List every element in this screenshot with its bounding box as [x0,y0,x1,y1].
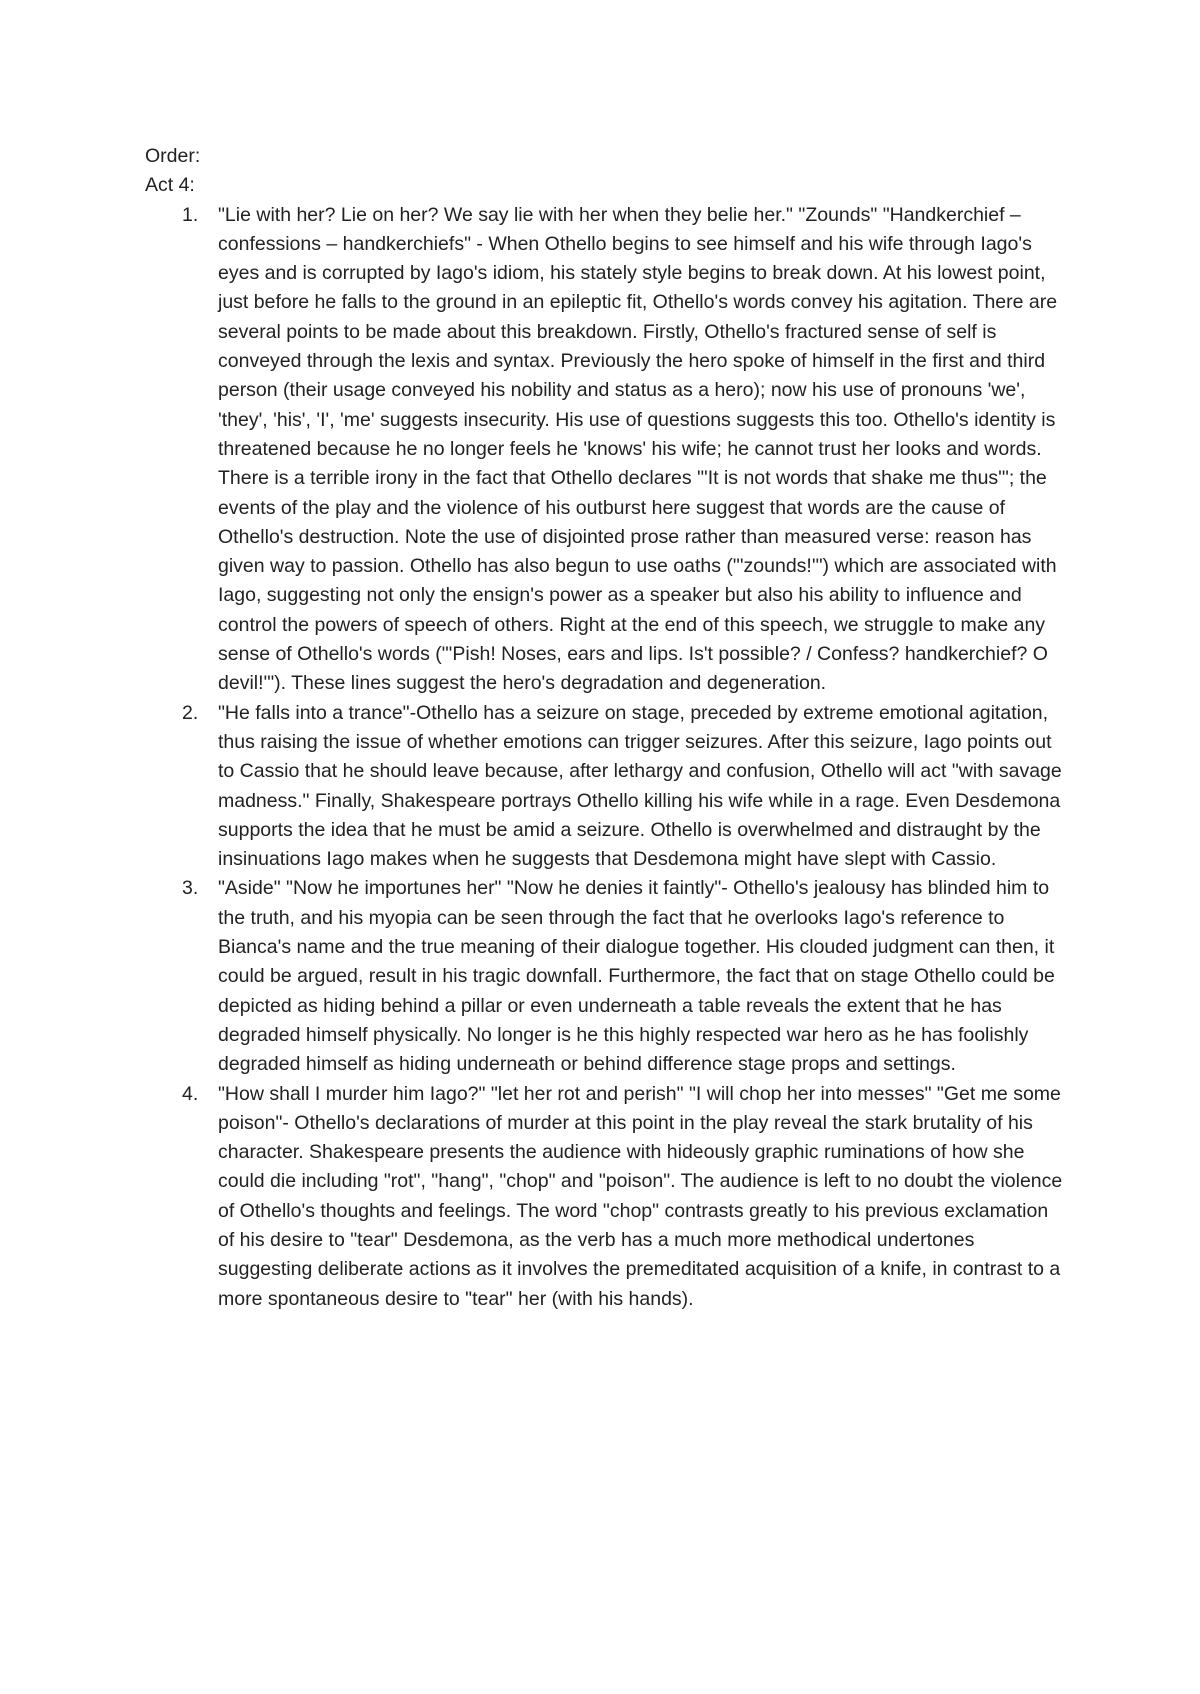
list-item [145,201,1065,699]
act-heading: Act 4: [145,174,195,197]
list-item-number: 3. [182,877,199,900]
list-item [145,1080,1065,1314]
list-item-text: "Aside" "Now he importunes her" "Now he denies it faintly"- Othello's jealousy has blinded him to the truth, and his myopia can be seen through the fact that he overlooks Iago's reference to Bianca's name and the true meaning of their dialogue together. His clouded judgment can then, it could be argued, result in his tragic downfall. Furthermore, the fact that on stage Othello could be depicted as hiding behind a pillar or even underneath a table reveals the extent that he has degraded himself physically. No longer is he this highly respected war hero as he has foolishly degraded himself as hiding underneath or behind difference stage props and settings. [218,877,1055,1076]
list-item-text: "How shall I murder him Iago?" "let her rot and perish" "I will chop her into messes" "Get me some poison"- Othello's declarations of murder at this point in the play reveal the stark brutality of his character. Shakespeare presents the audience with hideously graphic ruminations of how she could die including "rot", "hang", "chop" and "poison". The audience is left to no doubt the violence of Othello's thoughts and feelings. The word "chop" contrasts greatly to his previous exclamation of his desire to "tear" Desdemona, as the verb has a much more methodical undertones suggesting deliberate actions as it involves the premeditated acquisition of a knife, in contrast to a more spontaneous desire to "tear" her (with his hands). [218,1082,1063,1310]
numbered-notes-list [145,201,1065,1314]
list-item-text: "Lie with her? Lie on her? We say lie with her when they belie her." "Zounds" "Handkerchief – confessions – handkerchiefs" - When Othello begins to see himself and his wife through Iago's eyes and is corrupted by Iago's idiom, his stately style begins to break down. At his lowest point, just before he falls to the ground in an epileptic fit, Othello's words convey his agitation. There are several points to be made about this breakdown. Firstly, Othello's fractured sense of self is conveyed through the lexis and syntax. Previously the hero spoke of himself in the first and third person (their usage conveyed his nobility and status as a hero); now his use of pronouns 'we', 'they', 'his', 'I', 'me' suggests insecurity. His use of questions suggests this too. Othello's identity is threatened because he no longer feels he 'knows' his wife; he cannot trust her looks and words. There is a terrible irony in the fact that Othello declares "'It is not words that shake me thus'"; the events of the play and the violence of his outburst here suggest that words are the cause of Othello's destruction. Note the use of disjointed prose rather than measured verse: reason has given way to passion. Othello has also begun to use oaths ("'zounds!'") which are associated with Iago, suggesting not only the ensign's power as a speaker but also his ability to influence and control the powers of speech of others. Right at the end of this speech, we struggle to make any sense of Othello's words ("'Pish! Noses, ears and lips. Is't possible? / Confess? handkerchief? O devil!'"). These lines suggest the hero's degradation and degeneration. [218,203,1058,695]
list-item-number: 4. [182,1082,199,1105]
list-item [145,874,1065,1079]
list-item-number: 1. [182,203,199,226]
order-heading: Order: [145,145,201,167]
list-item-number: 2. [182,701,199,724]
list-item-text: "He falls into a trance"-Othello has a seizure on stage, preceded by extreme emotional agitation, thus raising the issue of whether emotions can trigger seizures. After this seizure, Iago points out to Cassio that he should leave because, after lethargy and confusion, Othello will act "with savage madness." Finally, Shakespeare portrays Othello killing his wife while in a rage. Even Desdemona supports the idea that he must be amid a seizure. Othello is overwhelmed and distraught by the insinuations Iago makes when he suggests that Desdemona might have slept with Cassio. [218,701,1062,871]
list-item [145,699,1065,875]
document-body [145,142,1065,1314]
